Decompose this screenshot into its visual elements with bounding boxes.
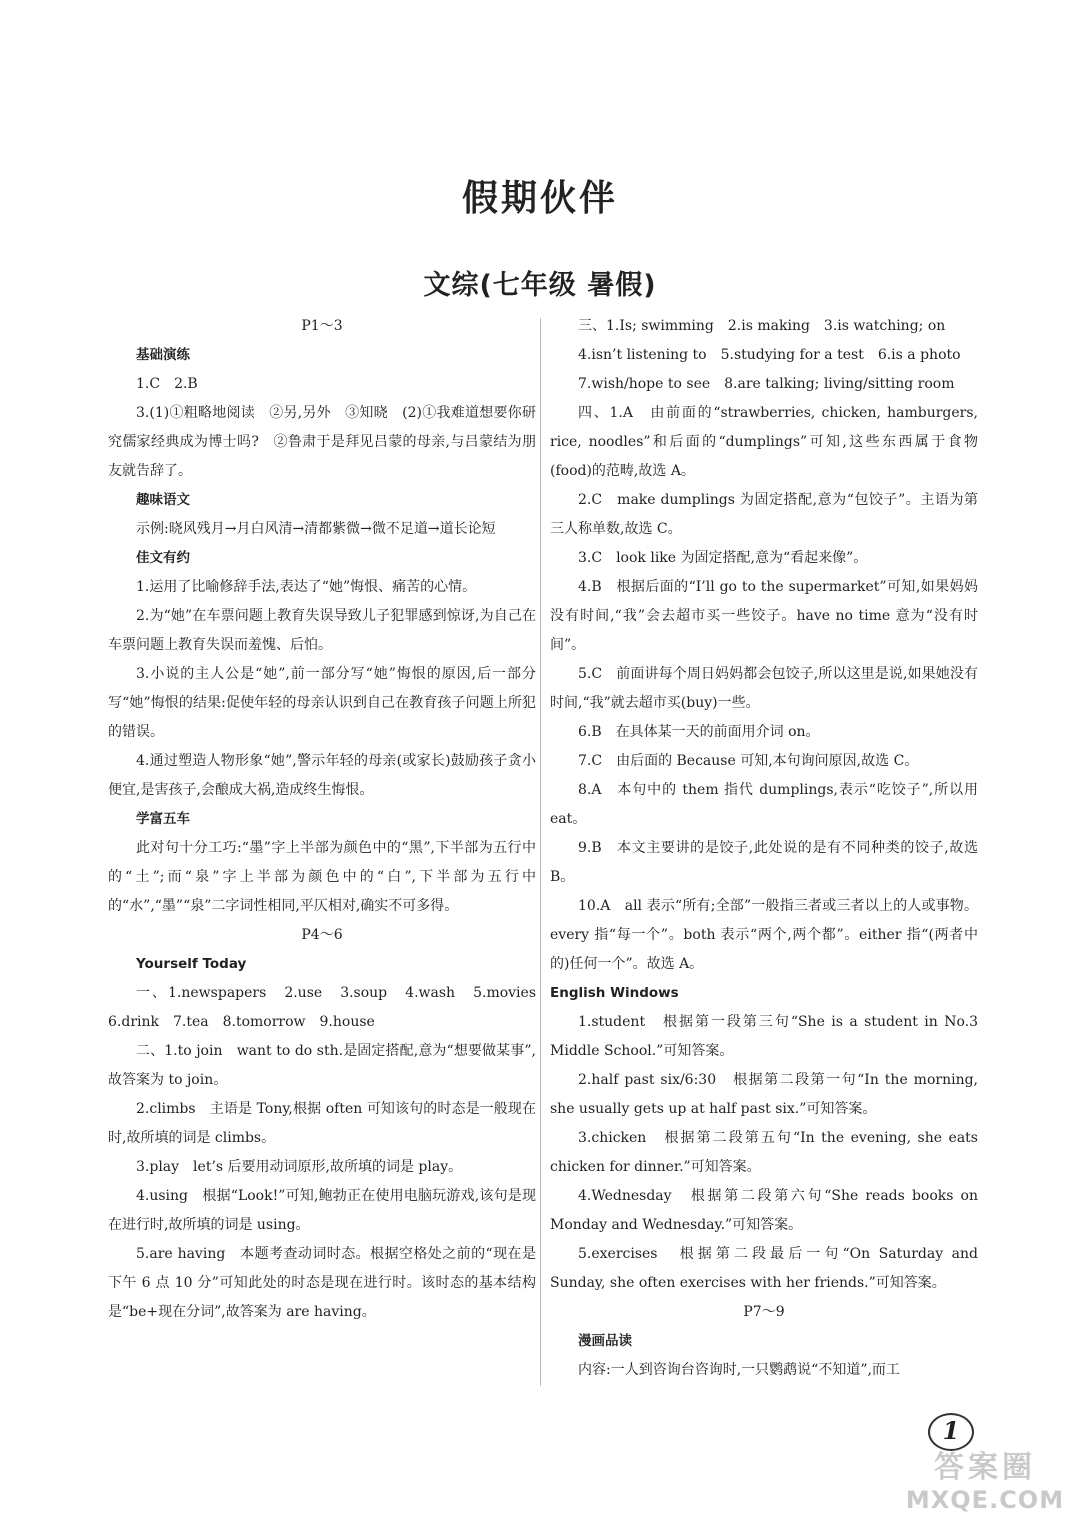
answer-line: 7.wish/hope to see 8.are talking; living/sitting room	[578, 376, 955, 392]
page-number: 1	[928, 1413, 974, 1451]
answer-line: 1.C 2.B	[136, 376, 198, 392]
answer-line: 三、1.Is; swimming 2.is making 3.is watching; on	[578, 318, 946, 334]
answer-line: 5.C 前面讲每个周日妈妈都会包饺子,所以这里是说,如果她没有时间,“我”就去超市买(buy)一些。	[550, 666, 978, 711]
answer-line: 3.play let’s 后要用动词原形,故所填的词是 play。	[136, 1159, 463, 1175]
answer-line: 3.(1)①粗略地阅读 ②另,另外 ③知晓 (2)①我难道想要你研究儒家经典成为博士吗? ②鲁肃于是拜见吕蒙的母亲,与吕蒙结为朋友就告辞了。	[108, 405, 536, 479]
answer-line: 2.half past six/6:30 根据第二段第一句“In the morning, she usually gets up at half past six.”可知答案。	[550, 1072, 978, 1117]
answer-line: 2.climbs 主语是 Tony,根据 often 可知该句的时态是一般现在时,故所填的词是 climbs。	[108, 1101, 536, 1146]
answer-line: 7.C 由后面的 Because 可知,本句询问原因,故选 C。	[578, 753, 919, 769]
section-heading-p1-3: P1～3	[301, 318, 343, 334]
answer-line: 8.A 本句中的 them 指代 dumplings,表示“吃饺子”,所以用 eat。	[550, 782, 978, 827]
answer-line: 5.exercises 根据第二段最后一句“On Saturday and Sunday, she often exercises with her friends.”可知答案。	[550, 1246, 978, 1291]
heading-quwei: 趣味语文	[136, 492, 190, 508]
answer-line: 4.isn’t listening to 5.studying for a test 6.is a photo	[578, 347, 961, 363]
section-heading-p7-9: P7～9	[743, 1304, 785, 1320]
answer-line: 内容:一人到咨询台咨询时,一只鹦鹉说“不知道”,而工	[578, 1362, 900, 1378]
column-divider	[540, 318, 541, 1386]
answer-line: 4.通过塑造人物形象“她”,警示年轻的母亲(或家长)鼓励孩子贪小便宜,是害孩子,会酿成大祸,造成终生悔恨。	[108, 753, 536, 798]
answer-line: 1.student 根据第一段第三句“She is a student in No.3 Middle School.”可知答案。	[550, 1014, 978, 1059]
answer-line: 3.chicken 根据第二段第五句“In the evening, she eats chicken for dinner.”可知答案。	[550, 1130, 978, 1175]
answer-line: 2.C make dumplings 为固定搭配,意为“包饺子”。主语为第三人称单数,故选 C。	[550, 492, 978, 537]
answer-line: 4.Wednesday 根据第二段第六句“She reads books on Monday and Wednesday.”可知答案。	[550, 1188, 978, 1233]
heading-yourself-today: Yourself Today	[136, 956, 247, 972]
watermark-url: MXQE.COM	[905, 1486, 1065, 1514]
answer-line: 9.B 本文主要讲的是饺子,此处说的是有不同种类的饺子,故选 B。	[550, 840, 978, 885]
right-column	[550, 312, 978, 1385]
answer-line: 示例:晓风残月→月白风清→清都紫微→微不足道→道长论短	[136, 521, 496, 537]
answer-line: 3.C look like 为固定搭配,意为“看起来像”。	[578, 550, 868, 566]
answer-line: 2.为“她”在车票问题上教育失误导致儿子犯罪感到惊讶,为自己在车票问题上教育失误而羞愧、后怕。	[108, 608, 536, 653]
answer-line: 3.小说的主人公是“她”,前一部分写“她”悔恨的原因,后一部分写“她”悔恨的结果:促使年轻的母亲认识到自己在教育孩子问题上所犯的错误。	[108, 666, 536, 740]
heading-english-windows: English Windows	[550, 985, 679, 1001]
answer-line: 4.B 根据后面的“I’ll go to the supermarket”可知,如果妈妈没有时间,“我”会去超市买一些饺子。have no time 意为“没有时间”。	[550, 579, 978, 653]
answer-line: 5.are having 本题考查动词时态。根据空格处之前的“现在是下午 6 点 10 分”可知此处的时态是现在进行时。该时态的基本结构是“be+现在分词”,故答案为 are having。	[108, 1246, 536, 1320]
section-heading-p4-6: P4～6	[301, 927, 343, 943]
answer-line: 一、1.newspapers 2.use 3.soup 4.wash 5.movies 6.drink 7.tea 8.tomorrow 9.house	[108, 985, 550, 1030]
heading-xuefu: 学富五车	[136, 811, 190, 827]
page-subtitle: 文综(七年级 暑假)	[423, 270, 657, 301]
answer-line: 10.A all 表示“所有;全部”一般指三者或三者以上的人或事物。every 指“每一个”。both 表示“两个,两个都”。either 指“(两者中的)任何一个”。故选 A。	[550, 898, 978, 972]
page-title: 假期伙伴	[461, 178, 618, 219]
answer-line: 二、1.to join want to do sth.是固定搭配,意为“想要做某事”,故答案为 to join。	[108, 1043, 536, 1088]
answer-line: 此对句十分工巧:“墨”字上半部为颜色中的“黑”,下半部为五行中的“土”;而“泉”字上半部为颜色中的“白”,下半部为五行中的“水”,“墨”“泉”二字词性相同,平仄相对,确实不可多得。	[108, 840, 536, 914]
answer-line: 6.B 在具体某一天的前面用介词 on。	[578, 724, 820, 740]
heading-jichu: 基础演练	[136, 347, 190, 363]
answer-line: 4.using 根据“Look!”可知,鲍勃正在使用电脑玩游戏,该句是现在进行时,故所填的词是 using。	[108, 1188, 536, 1233]
answer-line: 四、1.A 由前面的“strawberries, chicken, hamburgers, rice, noodles”和后面的“dumplings”可知,这些东西属于食物(food)的范畴,故选 A。	[550, 405, 978, 479]
answer-line: 1.运用了比喻修辞手法,表达了“她”悔恨、痛苦的心情。	[136, 579, 477, 595]
left-column	[108, 312, 550, 1327]
watermark-text: 答案圈	[934, 1450, 1036, 1485]
heading-jiawen: 佳文有约	[136, 550, 190, 566]
watermark-logo	[900, 1450, 1070, 1520]
heading-manhua: 漫画品读	[578, 1333, 632, 1349]
